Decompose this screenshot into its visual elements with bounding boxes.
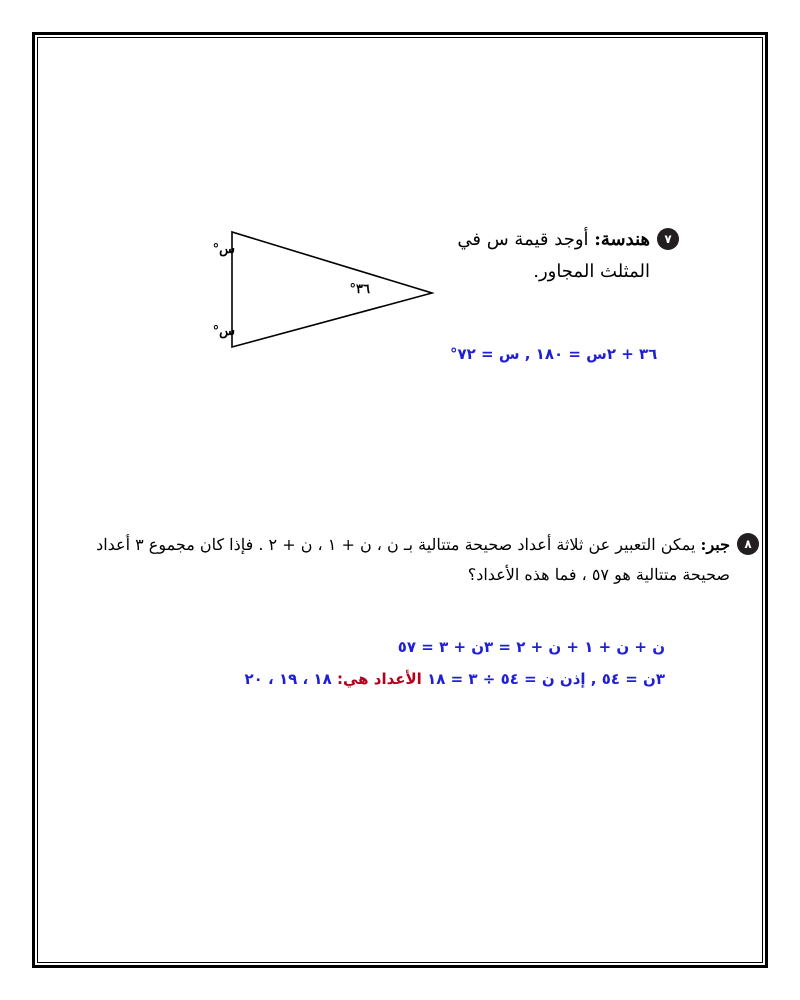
question-8-number-badge: ٨ [737,533,759,555]
question-8-line2: صحيحة متتالية هو ٥٧ ، فما هذه الأعداد؟ [467,565,730,584]
question-8-lead: جبر: [700,535,730,554]
question-8-answer-main: ٣ن = ٥٤ , إذن ن = ٥٤ ÷ ٣ = ١٨ [427,670,665,688]
question-7-answer: ٣٦ + ٢س = ١٨٠ , س = ٧٢° [450,345,658,363]
question-8-line1: يمكن التعبير عن ثلاثة أعداد صحيحة متتالية بـ ن ، ن + ١ ، ن + ٢ . فإذا كان مجموع ٣ أعداد [96,535,696,554]
question-8-answer-values: ١٨ ، ١٩ ، ٢٠ [244,670,332,688]
triangle-angle-bottom-label: س° [212,324,235,339]
question-7-text [410,224,650,288]
triangle-shape [232,232,432,347]
question-8-answer-line2 [244,670,665,688]
question-7-number-badge: ٧ [657,228,679,250]
question-7-lead: هندسة: [594,229,650,250]
triangle-angle-top-label: س° [212,242,235,257]
question-8-answer-label: الأعداد هي: [336,670,422,688]
page-border-inner [37,37,763,963]
triangle-diagram [212,225,440,355]
question-8-answer-line1: ن + ن + ١ + ن + ٢ = ٣ن + ٣ = ٥٧ [397,638,665,656]
question-7-line1: أوجد قيمة س في [457,229,589,250]
question-7-line2: المثلث المجاور. [533,261,650,282]
question-8-text [90,530,730,590]
triangle-angle-right-label: ٣٦° [349,282,370,297]
